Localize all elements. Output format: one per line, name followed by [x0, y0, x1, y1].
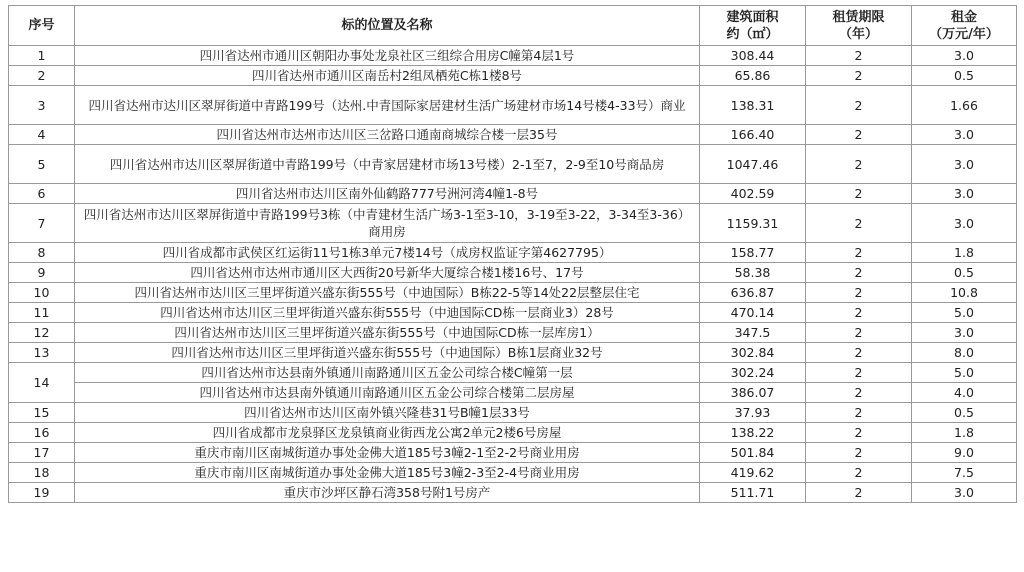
- cell-location: 四川省达州市达州市通川区大西街20号新华大厦综合楼1楼16号、17号: [75, 263, 700, 283]
- cell-area: 501.84: [700, 443, 806, 463]
- cell-location: 重庆市沙坪区静石湾358号附1号房产: [75, 483, 700, 503]
- cell-area: 636.87: [700, 283, 806, 303]
- cell-no: 7: [9, 204, 75, 243]
- cell-no: 16: [9, 423, 75, 443]
- cell-term: 2: [806, 86, 912, 125]
- cell-location: 四川省达州市达川区三里坪街道兴盛东街555号（中迪国际CD栋一层商业3）28号: [75, 303, 700, 323]
- table-row: [9, 383, 1017, 403]
- cell-area: 58.38: [700, 263, 806, 283]
- cell-area: 1159.31: [700, 204, 806, 243]
- table-row: [9, 243, 1017, 263]
- cell-term: 2: [806, 204, 912, 243]
- cell-no: 14: [9, 363, 75, 403]
- cell-rent: 0.5: [912, 66, 1017, 86]
- cell-term: 2: [806, 343, 912, 363]
- table-row: [9, 184, 1017, 204]
- cell-term: 2: [806, 363, 912, 383]
- cell-term: 2: [806, 303, 912, 323]
- cell-location: 四川省达州市通川区朝阳办事处龙泉社区三组综合用房C幢第4层1号: [75, 46, 700, 66]
- cell-rent: 10.8: [912, 283, 1017, 303]
- cell-location: 四川省成都市武侯区红运街11号1栋3单元7楼14号（成房权监证字第4627795）: [75, 243, 700, 263]
- cell-area: 138.31: [700, 86, 806, 125]
- cell-no: 13: [9, 343, 75, 363]
- table-row: [9, 423, 1017, 443]
- cell-term: 2: [806, 145, 912, 184]
- cell-term: 2: [806, 184, 912, 204]
- cell-area: 470.14: [700, 303, 806, 323]
- cell-rent: 3.0: [912, 323, 1017, 343]
- cell-term: 2: [806, 403, 912, 423]
- cell-rent: 3.0: [912, 125, 1017, 145]
- cell-area: 138.22: [700, 423, 806, 443]
- cell-term: 2: [806, 66, 912, 86]
- cell-term: 2: [806, 125, 912, 145]
- cell-area: 386.07: [700, 383, 806, 403]
- cell-area: 65.86: [700, 66, 806, 86]
- cell-area: 37.93: [700, 403, 806, 423]
- cell-location: 四川省达州市达川区三里坪街道兴盛东街555号（中迪国际）B栋1层商业32号: [75, 343, 700, 363]
- table-row: [9, 463, 1017, 483]
- cell-area: 308.44: [700, 46, 806, 66]
- cell-no: 10: [9, 283, 75, 303]
- table-row: [9, 283, 1017, 303]
- cell-area: 158.77: [700, 243, 806, 263]
- cell-location: 四川省达州市通川区南岳村2组凤栖苑C栋1楼8号: [75, 66, 700, 86]
- cell-rent: 7.5: [912, 463, 1017, 483]
- header-rent: 租金 （万元/年）: [912, 6, 1017, 46]
- table-row: [9, 145, 1017, 184]
- cell-location: 四川省达州市达州市达川区三岔路口通南商城综合楼一层35号: [75, 125, 700, 145]
- cell-area: 511.71: [700, 483, 806, 503]
- cell-location: 重庆市南川区南城街道办事处金佛大道185号3幢2-1至2-2号商业用房: [75, 443, 700, 463]
- cell-location: 四川省成都市龙泉驿区龙泉镇商业街西龙公寓2单元2楼6号房屋: [75, 423, 700, 443]
- cell-no: 4: [9, 125, 75, 145]
- cell-rent: 8.0: [912, 343, 1017, 363]
- cell-location: 四川省达州市达川区南外仙鹤路777号洲河湾4幢1-8号: [75, 184, 700, 204]
- cell-term: 2: [806, 243, 912, 263]
- cell-no: 18: [9, 463, 75, 483]
- table-row: [9, 483, 1017, 503]
- table-row: [9, 66, 1017, 86]
- cell-rent: 1.8: [912, 423, 1017, 443]
- table-row: [9, 263, 1017, 283]
- cell-location: 四川省达州市达川区三里坪街道兴盛东街555号（中迪国际CD栋一层库房1）: [75, 323, 700, 343]
- cell-term: 2: [806, 383, 912, 403]
- cell-area: 347.5: [700, 323, 806, 343]
- cell-no: 2: [9, 66, 75, 86]
- table-row: [9, 343, 1017, 363]
- cell-term: 2: [806, 46, 912, 66]
- cell-no: 5: [9, 145, 75, 184]
- header-no: 序号: [9, 6, 75, 46]
- cell-rent: 3.0: [912, 46, 1017, 66]
- cell-rent: 5.0: [912, 303, 1017, 323]
- cell-location: 重庆市南川区南城街道办事处金佛大道185号3幢2-3至2-4号商业用房: [75, 463, 700, 483]
- table-row: [9, 323, 1017, 343]
- cell-location: 四川省达州市达川区翠屏街道中青路199号（达州.中青国际家居建材生活广场建材市场14号楼4-33号）商业: [75, 86, 700, 125]
- cell-no: 3: [9, 86, 75, 125]
- cell-area: 402.59: [700, 184, 806, 204]
- table-row: [9, 443, 1017, 463]
- cell-no: 1: [9, 46, 75, 66]
- cell-rent: 0.5: [912, 403, 1017, 423]
- cell-rent: 3.0: [912, 184, 1017, 204]
- cell-rent: 3.0: [912, 145, 1017, 184]
- cell-rent: 1.8: [912, 243, 1017, 263]
- cell-term: 2: [806, 443, 912, 463]
- cell-area: 1047.46: [700, 145, 806, 184]
- cell-rent: 5.0: [912, 363, 1017, 383]
- header-term: 租赁期限 （年）: [806, 6, 912, 46]
- rental-listing-table: [8, 5, 1017, 503]
- cell-term: 2: [806, 323, 912, 343]
- cell-no: 8: [9, 243, 75, 263]
- table-row: [9, 86, 1017, 125]
- cell-no: 9: [9, 263, 75, 283]
- table-row: [9, 46, 1017, 66]
- cell-rent: 1.66: [912, 86, 1017, 125]
- table-row: [9, 303, 1017, 323]
- cell-rent: 4.0: [912, 383, 1017, 403]
- cell-term: 2: [806, 423, 912, 443]
- cell-no: 11: [9, 303, 75, 323]
- table-row: [9, 363, 1017, 383]
- cell-no: 6: [9, 184, 75, 204]
- cell-location: 四川省达州市达川区南外镇兴隆巷31号B幢1层33号: [75, 403, 700, 423]
- cell-area: 302.84: [700, 343, 806, 363]
- cell-area: 166.40: [700, 125, 806, 145]
- cell-location: 四川省达州市达县南外镇通川南路通川区五金公司综合楼第二层房屋: [75, 383, 700, 403]
- table-row: [9, 125, 1017, 145]
- cell-term: 2: [806, 263, 912, 283]
- table-row: [9, 403, 1017, 423]
- cell-rent: 9.0: [912, 443, 1017, 463]
- cell-term: 2: [806, 463, 912, 483]
- cell-location: 四川省达州市达川区翠屏街道中青路199号（中青家居建材市场13号楼）2-1至7，2-9至10号商品房: [75, 145, 700, 184]
- cell-no: 12: [9, 323, 75, 343]
- cell-no: 15: [9, 403, 75, 423]
- table-row: [9, 204, 1017, 243]
- cell-term: 2: [806, 283, 912, 303]
- cell-rent: 3.0: [912, 483, 1017, 503]
- table-header-row: [9, 6, 1017, 46]
- cell-area: 419.62: [700, 463, 806, 483]
- cell-term: 2: [806, 483, 912, 503]
- cell-location: 四川省达州市达川区三里坪街道兴盛东街555号（中迪国际）B栋22-5等14处22层整层住宅: [75, 283, 700, 303]
- cell-no: 19: [9, 483, 75, 503]
- cell-no: 17: [9, 443, 75, 463]
- cell-location: 四川省达州市达县南外镇通川南路通川区五金公司综合楼C幢第一层: [75, 363, 700, 383]
- header-area: 建筑面积 约（㎡）: [700, 6, 806, 46]
- cell-area: 302.24: [700, 363, 806, 383]
- cell-rent: 3.0: [912, 204, 1017, 243]
- cell-location: 四川省达州市达川区翠屏街道中青路199号3栋（中青建材生活广场3-1至3-10，3-19至3-22，3-34至3-36）商用房: [75, 204, 700, 243]
- cell-rent: 0.5: [912, 263, 1017, 283]
- header-location: 标的位置及名称: [75, 6, 700, 46]
